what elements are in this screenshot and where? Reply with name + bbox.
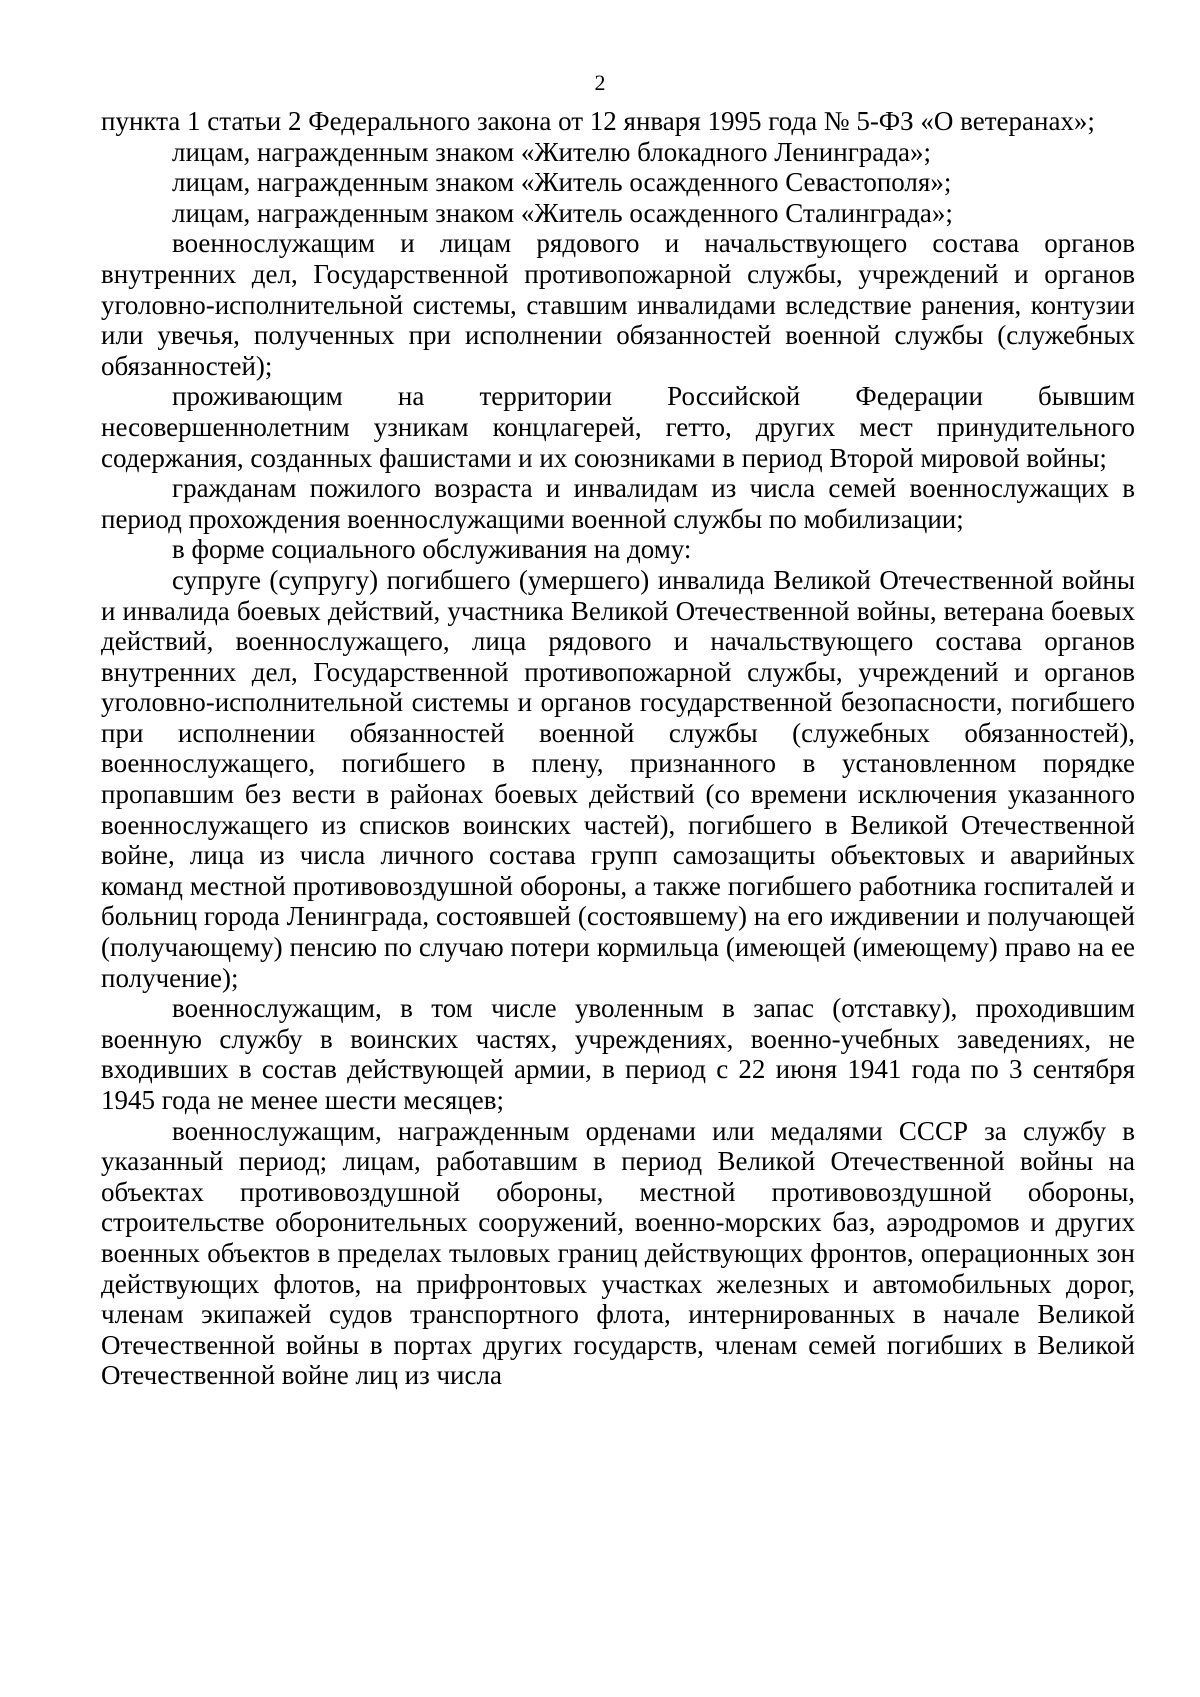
paragraph: гражданам пожилого возраста и инвалидам из числа семей военнослужащих в период прохождения военнослужащими военной службы по мобилизации; [101, 473, 1135, 534]
paragraph: в форме социального обслуживания на дому: [172, 534, 692, 565]
paragraph: военнослужащим и лицам рядового и начальствующего состава органов внутренних дел, Государственной противопожарной службы, учреждений и органов уголовно-исполнительной системы, ставшим инвалидами вследствие ранения, контузии или увечья, полученных при исполнении обязанностей военной службы (служебных обязанностей); [101, 228, 1135, 381]
paragraph: лицам, награжденным знаком «Жителю блокадного Ленинграда»; [172, 136, 931, 167]
paragraph: проживающим на территории Российской Федерации бывшим несовершеннолетним узникам концлагерей, гетто, других мест принудительного содержания, созданных фашистами и их союзниками в период Второй мировой войны; [101, 381, 1135, 473]
paragraph: лицам, награжденным знаком «Житель осажденного Севастополя»; [172, 167, 952, 198]
paragraph: супруге (супругу) погибшего (умершего) инвалида Великой Отечественной войны и инвалида боевых действий, участника Великой Отечественной войны, ветерана боевых действий, военнослужащего, лица рядового и начальствующего состава органов внутренних дел, Государственной противопожарной службы, учреждений и органов уголовно-исполнительной системы и органов государственной безопасности, погибшего при исполнении обязанностей военной службы (служебных обязанностей), военнослужащего, погибшего в плену, признанного в установленном порядке пропавшим без вести в районах боевых действий (со времени исключения указанного военнослужащего из списков воинских частей), погибшего в Великой Отечественной войне, лица из числа личного состава групп самозащиты объектовых и аварийных команд местной противовоздушной обороны, а также погибшего работника госпиталей и больниц города Ленинграда, состоявшей (состоявшему) на его иждивении и получающей (получающему) пенсию по случаю потери кормильца (имеющей (имеющему) право на ее получение); [101, 564, 1135, 993]
paragraph: военнослужащим, награжденным орденами или медалями СССР за службу в указанный период; лицам, работавшим в период Великой Отечественной войны на объектах противовоздушной обороны, местной противовоздушной обороны, строительстве оборонительных сооружений, военно-морских баз, аэродромов и других военных объектов в пределах тыловых границ действующих фронтов, операционных зон действующих флотов, на прифронтовых участках железных и автомобильных дорог, членам экипажей судов транспортного флота, интернированных в начале Великой Отечественной войны в портах других государств, членам семей погибших в Великой Отечественной войне лиц из числа [101, 1115, 1135, 1391]
paragraph: лицам, награжденным знаком «Житель осажденного Сталинграда»; [172, 197, 953, 228]
document-body [101, 106, 1135, 1391]
page-number: 2 [594, 70, 606, 95]
paragraph: военнослужащим, в том числе уволенным в запас (отставку), проходившим военную службу в воинских частях, учреждениях, военно-учебных заведениях, не входивших в состав действующей армии, в период с 22 июня 1941 года по 3 сентября 1945 года не менее шести месяцев; [101, 993, 1135, 1115]
paragraph: пункта 1 статьи 2 Федерального закона от 12 января 1995 года № 5-ФЗ «О ветеранах»; [101, 106, 1095, 136]
